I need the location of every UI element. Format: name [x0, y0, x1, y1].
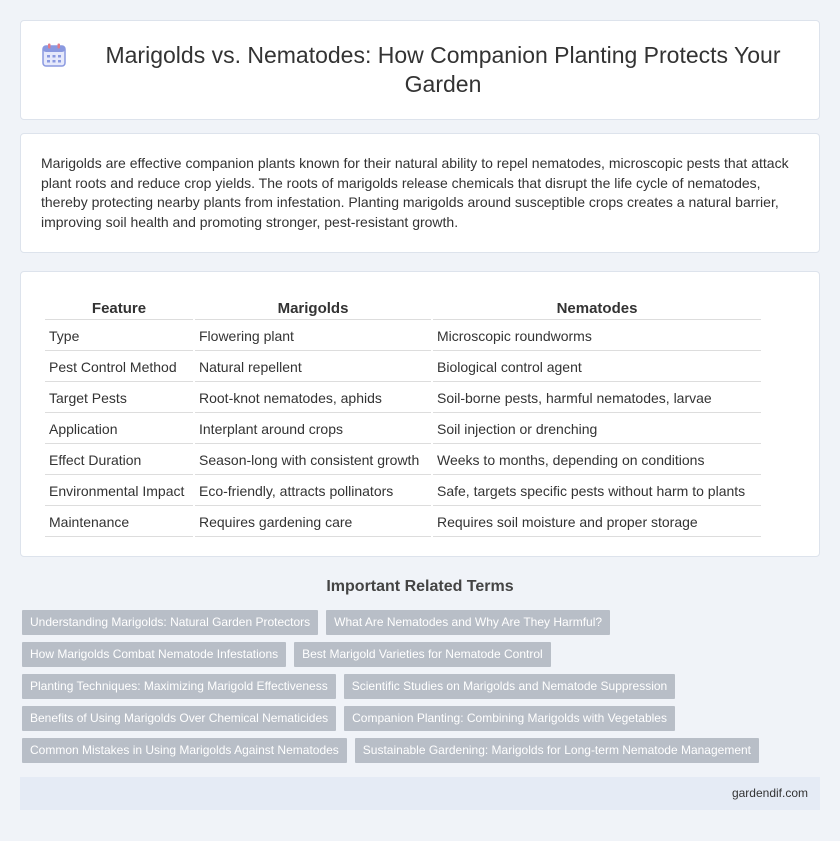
header-card: [20, 20, 820, 120]
footer-domain[interactable]: gardendif.com: [731, 786, 808, 800]
intro-card: [20, 133, 820, 253]
table-row: [45, 384, 761, 413]
page-title: Marigolds vs. Nematodes: How Companion Planting Protects Your Garden: [105, 42, 781, 97]
table-row: [45, 508, 761, 537]
table-cell: Biological control agent: [433, 353, 761, 382]
table-cell: Flowering plant: [195, 322, 431, 351]
table-cell: Effect Duration: [45, 446, 193, 475]
table-cell: Requires gardening care: [195, 508, 431, 537]
related-term-tag[interactable]: Common Mistakes in Using Marigolds Against Nematodes: [22, 738, 347, 763]
table-cell: Type: [45, 322, 193, 351]
table-row: [45, 477, 761, 506]
calendar-icon: [41, 42, 67, 68]
table-cell: Interplant around crops: [195, 415, 431, 444]
related-term-tag[interactable]: Companion Planting: Combining Marigolds with Vegetables: [344, 706, 675, 731]
tag-row: [22, 610, 822, 635]
related-term-tag[interactable]: How Marigolds Combat Nematode Infestations: [22, 642, 286, 667]
table-cell: Application: [45, 415, 193, 444]
related-terms-list: [22, 610, 822, 770]
related-term-tag[interactable]: Best Marigold Varieties for Nematode Control: [294, 642, 551, 667]
table-cell: Weeks to months, depending on conditions: [433, 446, 761, 475]
table-cell: Root-knot nematodes, aphids: [195, 384, 431, 413]
table-row: [45, 353, 761, 382]
related-term-tag[interactable]: Benefits of Using Marigolds Over Chemical Nematicides: [22, 706, 336, 731]
tag-row: [22, 674, 822, 699]
comparison-table: [43, 294, 763, 539]
table-cell: Microscopic roundworms: [433, 322, 761, 351]
related-term-tag[interactable]: Planting Techniques: Maximizing Marigold Effectiveness: [22, 674, 336, 699]
intro-paragraph: Marigolds are effective companion plants known for their natural ability to repel nematodes, microscopic pests that attack plant roots and reduce crop yields. The roots of marigolds release chemicals that disrupt the life cycle of nematodes, thereby protecting nearby plants from infestation. Planting marigolds around susceptible crops creates a natural barrier, improving soil health and promoting stronger, pest-resistant growth.: [41, 155, 789, 230]
table-cell: Soil injection or drenching: [433, 415, 761, 444]
column-header-nematodes: Nematodes: [433, 296, 761, 320]
table-cell: Safe, targets specific pests without harm to plants: [433, 477, 761, 506]
table-cell: Requires soil moisture and proper storage: [433, 508, 761, 537]
comparison-table-card: [20, 271, 820, 557]
tag-row: [22, 642, 822, 667]
tag-row: [22, 706, 822, 731]
column-header-marigolds: Marigolds: [195, 296, 431, 320]
table-cell: Pest Control Method: [45, 353, 193, 382]
table-row: [45, 415, 761, 444]
related-term-tag[interactable]: Understanding Marigolds: Natural Garden Protectors: [22, 610, 318, 635]
related-term-tag[interactable]: What Are Nematodes and Why Are They Harmful?: [326, 610, 610, 635]
table-header-row: [45, 296, 761, 320]
column-header-feature: Feature: [45, 296, 193, 320]
table-cell: Season-long with consistent growth: [195, 446, 431, 475]
related-term-tag[interactable]: Sustainable Gardening: Marigolds for Long-term Nematode Management: [355, 738, 759, 763]
related-term-tag[interactable]: Scientific Studies on Marigolds and Nematode Suppression: [344, 674, 676, 699]
table-cell: Maintenance: [45, 508, 193, 537]
table-cell: Natural repellent: [195, 353, 431, 382]
table-row: [45, 322, 761, 351]
footer: [20, 777, 820, 810]
table-cell: Soil-borne pests, harmful nematodes, larvae: [433, 384, 761, 413]
table-cell: Eco-friendly, attracts pollinators: [195, 477, 431, 506]
tag-row: [22, 738, 822, 763]
table-cell: Environmental Impact: [45, 477, 193, 506]
table-row: [45, 446, 761, 475]
table-cell: Target Pests: [45, 384, 193, 413]
related-terms-title: Important Related Terms: [326, 578, 514, 595]
